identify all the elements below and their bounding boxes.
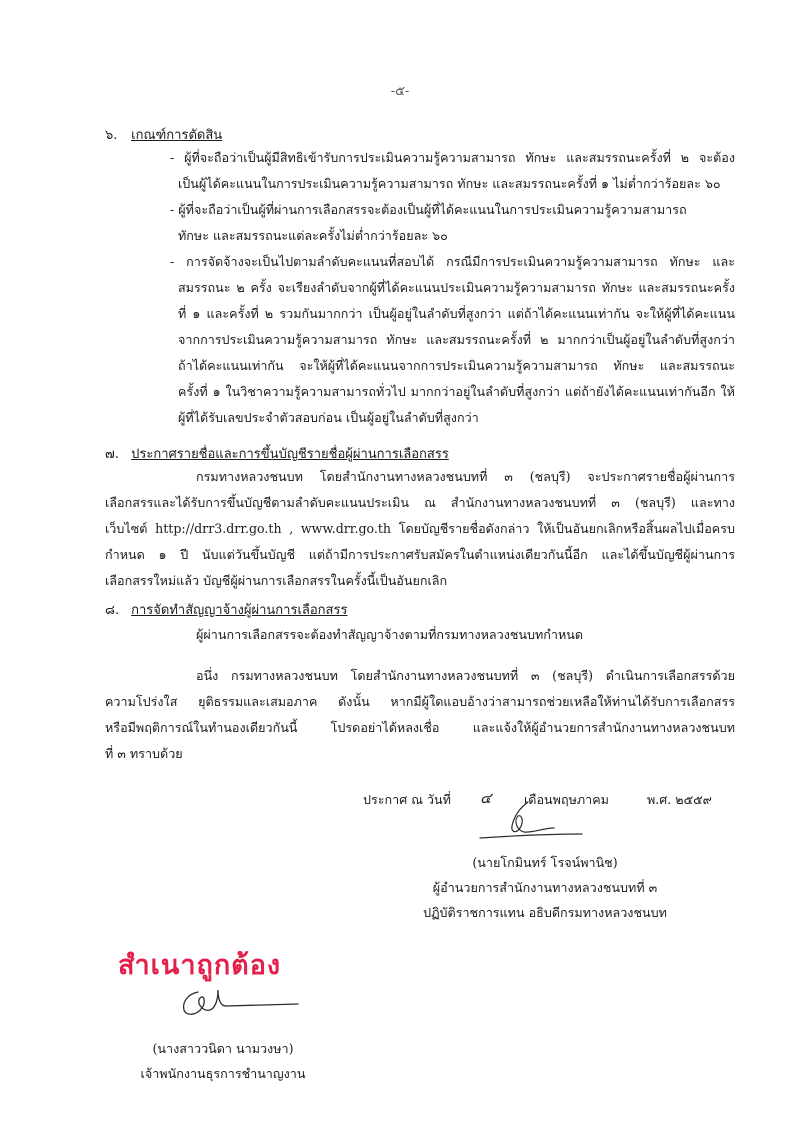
certifier-signature: [160, 984, 310, 1026]
section-8-number: ๘.: [105, 603, 120, 618]
closing-line-4: ที่ ๓ ทราบด้วย: [105, 746, 183, 761]
director-acting: ปฏิบัติราชการแทน อธิบดีกรมทางหลวงชนบท: [423, 905, 667, 920]
s7-line-3: เว็บไซต์ http://drr3.drr.go.th , www.drr.go.th โดยบัญชีรายชื่อดังกล่าว ให้เป็นอันยกเลิกหรือสิ้นผลไปเมื่อครบ: [105, 521, 735, 536]
certifier-name: (นางสาววนิดา นามวงษา): [152, 1041, 294, 1056]
s7-line-4: กำหนด ๑ ปี นับแต่วันขึ้นบัญชี แต่ถ้ามีการประกาศรับสมัครในตำแหน่งเดียวกันนี้อีก และได้ขึ้นบัญชีผู้ผ่านการ: [105, 547, 735, 562]
certified-copy-stamp: สำเนาถูกต้อง: [118, 950, 282, 981]
s6-line-7: ที่ ๑ และครั้งที่ ๒ รวมกันมากกว่า เป็นผู้อยู่ในลำดับที่สูงกว่า แต่ถ้าได้คะแนนเท่ากัน จะให้ผู้ที่ได้คะแนน: [178, 306, 735, 321]
closing-line-2: ความโปร่งใส ยุติธรรมและเสมอภาค ดังนั้น หากมีผู้ใดแอบอ้างว่าสามารถช่วยเหลือให้ท่านได้รับการเลือกสรร: [105, 694, 735, 709]
announcement-day: ๔: [480, 789, 492, 807]
s6-line-10: ครั้งที่ ๑ ในวิชาความรู้ความสามารถทั่วไป มากกว่าอยู่ในลำดับที่สูงกว่า แต่ถ้ายังได้คะแนนเท่ากันอีก ให้: [178, 384, 735, 399]
closing-line-3: หรือมีพฤติการณ์ในทำนองเดียวกันนี้ โปรดอย่าได้หลงเชื่อ และแจ้งให้ผู้อำนวยการสำนักงานทางหลวงชนบท: [105, 720, 735, 735]
page-number: -๕-: [390, 84, 410, 99]
s7-line-5: เลือกสรรใหม่แล้ว บัญชีผู้ผ่านการเลือกสรรในครั้งนี้เป็นอันยกเลิก: [105, 573, 448, 588]
s6-line-3: - ผู้ที่จะถือว่าเป็นผู้ที่ผ่านการเลือกสรรจะต้องเป็นผู้ที่ได้คะแนนในการประเมินความรู้ความสามารถ: [170, 202, 687, 217]
certifier-position: เจ้าพนักงานธุรการชำนาญงาน: [140, 1066, 306, 1081]
section-8-title: การจัดทำสัญญาจ้างผู้ผ่านการเลือกสรร: [131, 603, 348, 618]
s6-line-1: - ผู้ที่จะถือว่าเป็นผู้มีสิทธิเข้ารับการประเมินความรู้ความสามารถ ทักษะ และสมรรถนะครั้งที่ ๒ จะต้อง: [170, 150, 735, 165]
closing-line-1: อนึ่ง กรมทางหลวงชนบท โดยสำนักงานทางหลวงชนบทที่ ๓ (ชลบุรี) ดำเนินการเลือกสรรด้วย: [196, 668, 735, 683]
section-7-heading: [105, 444, 449, 466]
section-7-title: ประกาศรายชื่อและการขึ้นบัญชีรายชื่อผู้ผ่านการเลือกสรร: [131, 447, 449, 462]
s6-line-6: สมรรถนะ ๒ ครั้ง จะเรียงลำดับจากผู้ที่ได้คะแนนประเมินความรู้ความสามารถ ทักษะ และสมรรถนะครั้ง: [178, 280, 735, 295]
s7-line-1: กรมทางหลวงชนบท โดยสำนักงานทางหลวงชนบทที่ ๓ (ชลบุรี) จะประกาศรายชื่อผู้ผ่านการ: [196, 469, 735, 484]
s6-line-5: - การจัดจ้างจะเป็นไปตามลำดับคะแนนที่สอบได้ กรณีมีการประเมินความรู้ความสามารถ ทักษะ และ: [170, 254, 735, 269]
director-position: ผู้อำนวยการสำนักงานทางหลวงชนบทที่ ๓: [432, 880, 658, 895]
s6-line-8: จากการประเมินความรู้ความสามารถ ทักษะ และสมรรถนะครั้งที่ ๒ มากกว่าเป็นผู้อยู่ในลำดับที่สูงกว่า: [178, 332, 735, 347]
section-6-title: เกณฑ์การตัดสิน: [131, 128, 223, 143]
director-name: (นายโกมินทร์ โรจน์พานิช): [472, 855, 618, 870]
s6-line-4: ทักษะ และสมรรถนะแต่ละครั้งไม่ต่ำกว่าร้อยละ ๖๐: [178, 228, 448, 243]
s6-line-2: เป็นผู้ได้คะแนนในการประเมินความรู้ความสามารถ ทักษะ และสมรรถนะครั้งที่ ๑ ไม่ต่ำกว่าร้อยละ ๖๐: [178, 176, 721, 191]
certifier-block: [128, 1036, 318, 1086]
section-8-heading: [105, 600, 347, 622]
section-7-number: ๗.: [105, 447, 119, 462]
section-6-number: ๖.: [105, 128, 118, 143]
director-signature: [470, 798, 590, 850]
s8-line-1: ผู้ผ่านการเลือกสรรจะต้องทำสัญญาจ้างตามที่กรมทางหลวงชนบทกำหนด: [196, 627, 584, 642]
announcement-year: พ.ศ. ๒๕๕๙: [647, 792, 712, 807]
s7-line-2: เลือกสรรและได้รับการขึ้นบัญชีตามลำดับคะแนนประเมิน ณ สำนักงานทางหลวงชนบทที่ ๓ (ชลบุรี) และทาง: [105, 495, 735, 510]
s6-line-11: ผู้ที่ได้รับเลขประจำตัวสอบก่อน เป็นผู้อยู่ในลำดับที่สูงกว่า: [178, 410, 479, 425]
announcement-prefix: ประกาศ ณ วันที่: [363, 792, 451, 807]
announcement-month: เดือนพฤษภาคม: [524, 792, 609, 807]
s6-line-9: ถ้าได้คะแนนเท่ากัน จะให้ผู้ที่ได้คะแนนจากการประเมินความรู้ความสามารถ ทักษะ และสมรรถนะ: [178, 358, 735, 373]
director-block: [410, 850, 680, 925]
section-6-heading: [105, 125, 222, 147]
